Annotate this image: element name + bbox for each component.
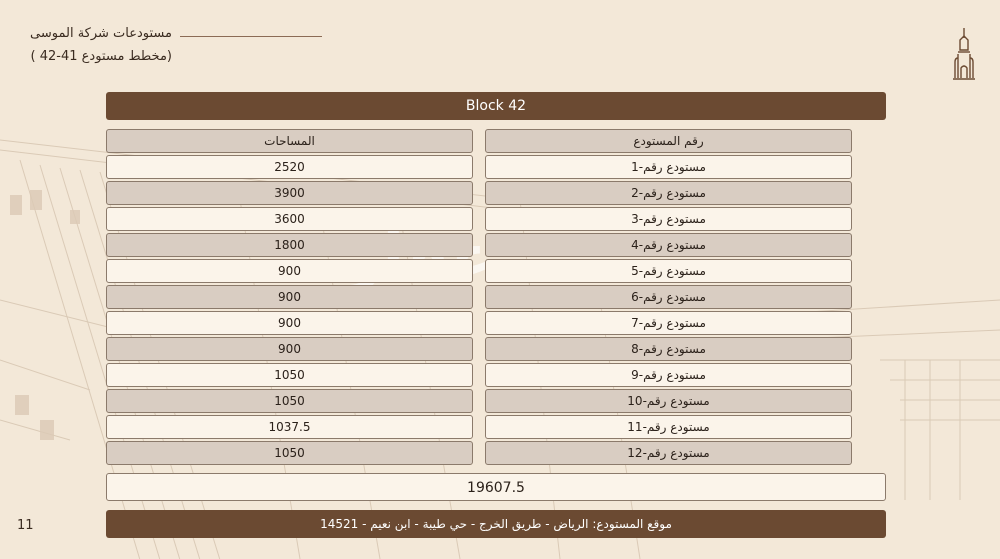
area-cell: 2520 [106,155,473,179]
table-row [106,233,886,257]
table-row [106,337,886,361]
warehouse-cell: مستودع رقم-11 [485,415,852,439]
warehouse-column-header: رقم المستودع [485,129,852,153]
page-header [30,26,172,64]
area-cell: 1037.5 [106,415,473,439]
area-cell: 3900 [106,181,473,205]
warehouse-cell: مستودع رقم-4 [485,233,852,257]
area-cell: 900 [106,259,473,283]
warehouse-cell: مستودع رقم-9 [485,363,852,387]
table-row [106,155,886,179]
warehouse-cell: مستودع رقم-6 [485,285,852,309]
area-column-header: المساحات [106,129,473,153]
warehouse-cell: مستودع رقم-3 [485,207,852,231]
area-cell: 900 [106,311,473,335]
warehouse-location-bar: موقع المستودع: الرياض - طريق الخرج - حي طيبة - ابن نعيم - 14521 [106,510,886,538]
page-number: 11 [17,518,34,533]
table-row [106,363,886,387]
area-cell: 1050 [106,441,473,465]
table-row [106,415,886,439]
table-header-row [106,129,886,153]
area-cell: 1050 [106,363,473,387]
company-logo-icon [952,28,976,82]
table-row [106,441,886,465]
page-title: مستودعات شركة الموسى [30,26,172,41]
area-cell: 1050 [106,389,473,413]
warehouse-cell: مستودع رقم-5 [485,259,852,283]
table-row [106,207,886,231]
warehouse-cell: مستودع رقم-7 [485,311,852,335]
header-divider [180,36,322,37]
warehouse-table [106,129,886,467]
table-row [106,259,886,283]
area-cell: 900 [106,285,473,309]
warehouse-cell: مستودع رقم-1 [485,155,852,179]
area-cell: 900 [106,337,473,361]
warehouse-cell: مستودع رقم-8 [485,337,852,361]
table-row [106,389,886,413]
page-subtitle: (مخطط مستودع 41-42 ) [30,49,172,64]
area-cell: 3600 [106,207,473,231]
area-cell: 1800 [106,233,473,257]
table-row [106,285,886,309]
table-row [106,181,886,205]
warehouse-cell: مستودع رقم-2 [485,181,852,205]
table-row [106,311,886,335]
warehouse-cell: مستودع رقم-12 [485,441,852,465]
warehouse-cell: مستودع رقم-10 [485,389,852,413]
block-title-bar: Block 42 [106,92,886,120]
total-area: 19607.5 [106,473,886,501]
